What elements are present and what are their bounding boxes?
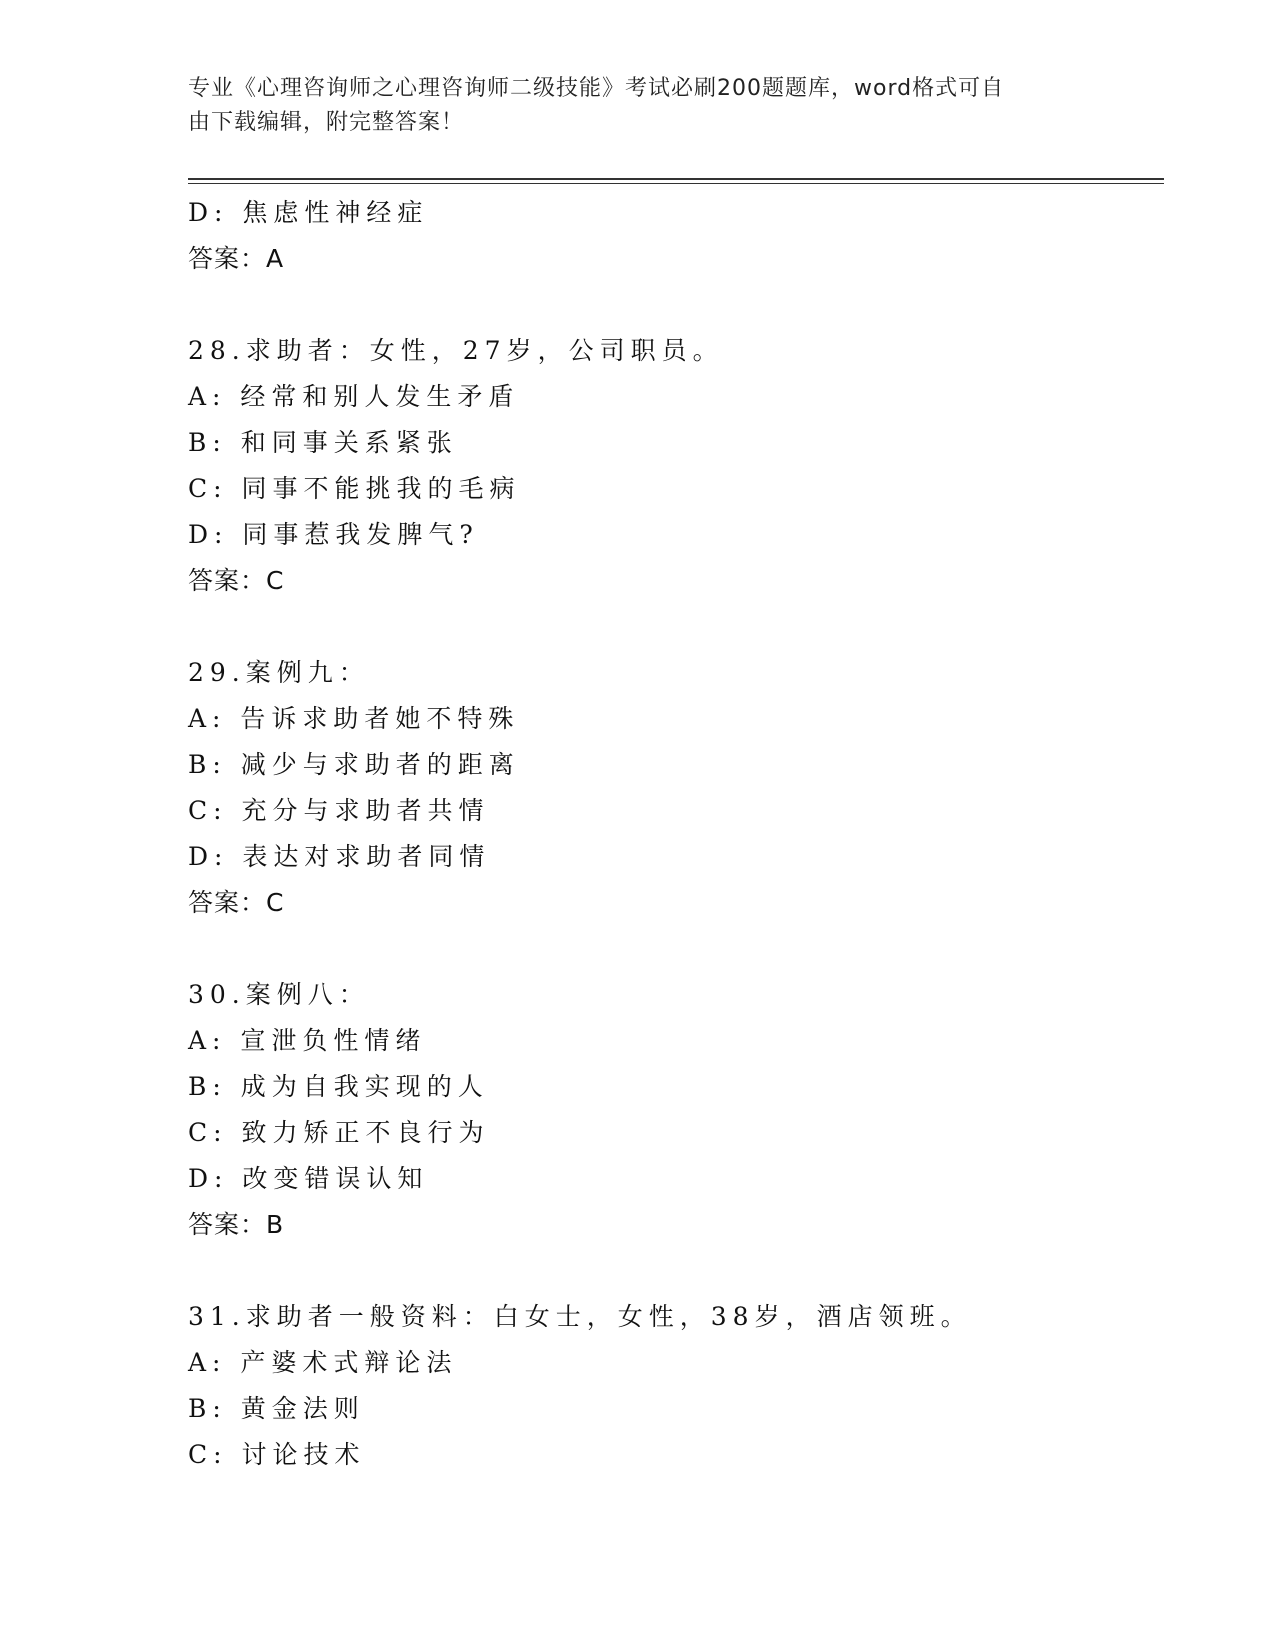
- header-line-1: 专业《心理咨询师之心理咨询师二级技能》考试必刷200题题库，word格式可自: [188, 76, 1005, 101]
- header-divider-thick: [188, 178, 1164, 180]
- spacer: [188, 926, 1168, 972]
- question-stem: 31.求助者一般资料：白女士，女性，38岁，酒店领班。: [188, 1302, 972, 1331]
- header-line-2: 由下载编辑，附完整答案！: [188, 110, 465, 135]
- spacer: [188, 1248, 1168, 1294]
- option-line: D: 焦虑性神经症: [188, 198, 429, 227]
- option-line: B: 黄金法则: [188, 1394, 365, 1423]
- answer-line: 答案：C: [188, 888, 285, 917]
- header-divider-thin: [188, 183, 1164, 184]
- option-line: D: 改变错误认知: [188, 1164, 429, 1193]
- option-line: B: 成为自我实现的人: [188, 1072, 489, 1101]
- option-line: D: 表达对求助者同情: [188, 842, 491, 871]
- question-stem: 30.案例八：: [188, 980, 370, 1009]
- answer-line: 答案：B: [188, 1210, 285, 1239]
- answer-line: 答案：C: [188, 566, 285, 595]
- option-line: A: 告诉求助者她不特殊: [188, 704, 520, 733]
- option-line: C: 充分与求助者共情: [188, 796, 490, 825]
- spacer: [188, 282, 1168, 328]
- answer-line: 答案：A: [188, 244, 285, 273]
- option-line: C: 讨论技术: [188, 1440, 366, 1469]
- option-line: B: 减少与求助者的距离: [188, 750, 520, 779]
- option-line: A: 宣泄负性情绪: [188, 1026, 427, 1055]
- option-line: A: 产婆术式辩论法: [188, 1348, 458, 1377]
- option-line: D: 同事惹我发脾气?: [188, 520, 479, 549]
- option-line: C: 致力矫正不良行为: [188, 1118, 490, 1147]
- document-header: [188, 72, 1068, 140]
- option-line: B: 和同事关系紧张: [188, 428, 458, 457]
- option-line: C: 同事不能挑我的毛病: [188, 474, 521, 503]
- spacer: [188, 604, 1168, 650]
- question-stem: 29.案例九：: [188, 658, 370, 687]
- question-list: [188, 190, 1168, 1478]
- question-stem: 28.求助者：女性，27岁，公司职员。: [188, 336, 724, 365]
- option-line: A: 经常和别人发生矛盾: [188, 382, 520, 411]
